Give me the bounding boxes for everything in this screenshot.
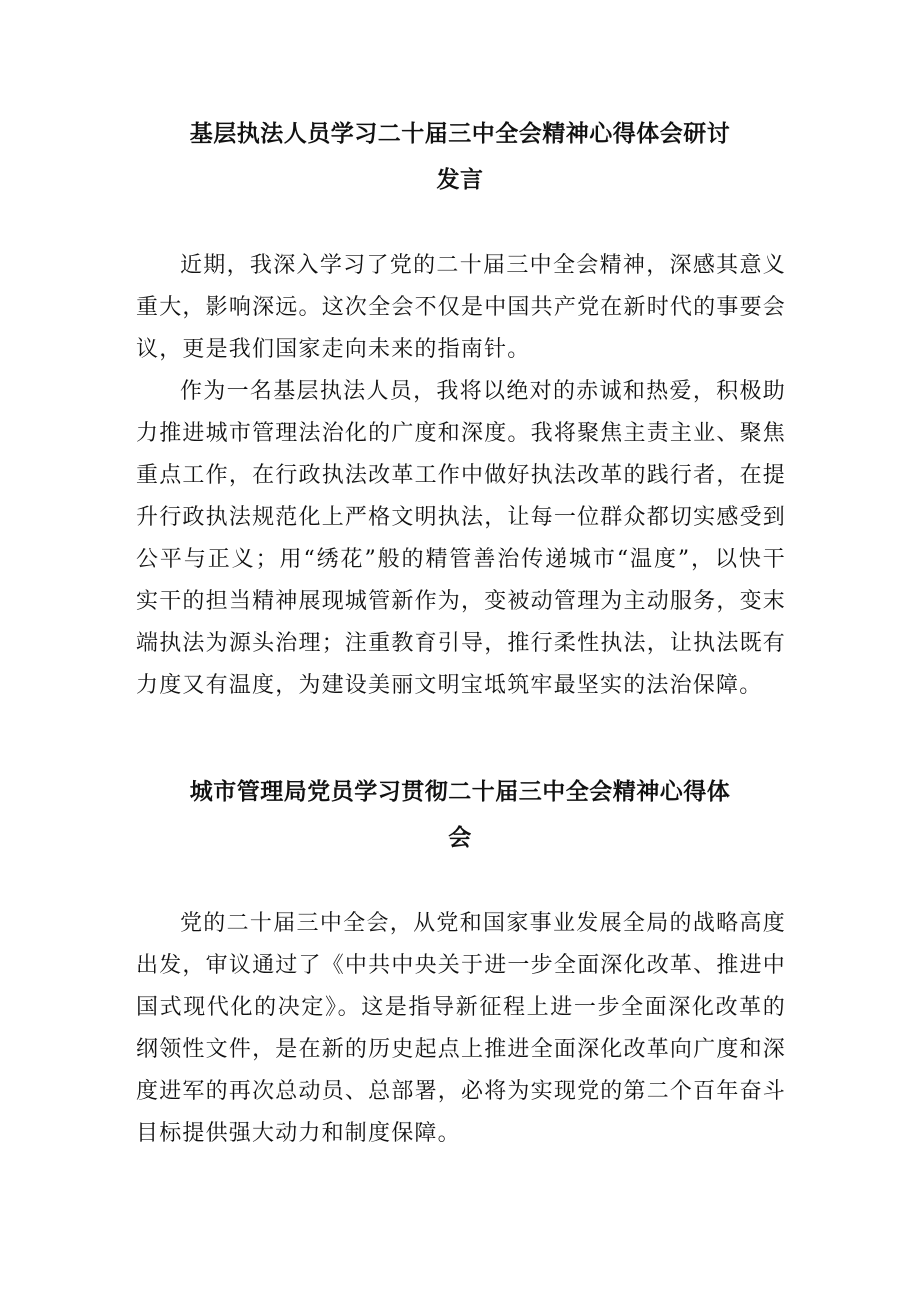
section2-title-line1: 城市管理局党员学习贯彻二十届三中全会精神心得体 xyxy=(189,779,731,805)
section1-paragraph-2: 作为一名基层执法人员，我将以绝对的赤诚和热爱，积极助力推进城市管理法治化的广度和深度。我将聚焦主责主业、聚焦重点工作，在行政执法改革工作中做好执法改革的践行者，在提升行政执法规范化上严格文明执法，让每一位群众都切实感受到公平与正义；用“绣花”般的精管善治传递城市“温度”，以快干实干的担当精神展现城管新作为，变被动管理为主动服务，变末端执法为源头治理；注重教育引导，推行柔性执法，让执法既有力度又有温度，为建设美丽文明宝坻筑牢最坚实的法治保障。 xyxy=(136,379,786,698)
section2-title xyxy=(0,769,920,861)
section2-title-line2: 会 xyxy=(448,825,472,851)
section1-title-line2: 发言 xyxy=(436,167,484,193)
section1-title-line1: 基层执法人员学习二十届三中全会精神心得体会研讨 xyxy=(189,121,731,147)
section2-paragraph-1: 党的二十届三中全会，从党和国家事业发展全局的战略高度出发，审议通过了《中共中央关于进一步全面深化改革、推进中国式现代化的决定》。这是指导新征程上进一步全面深化改革的纲领性文件，是在新的历史起点上推进全面深化改革向广度和深度进军的再次总动员、总部署，必将为实现党的第二个百年奋斗目标提供强大动力和制度保障。 xyxy=(136,911,786,1146)
section1-title xyxy=(0,111,920,203)
section1-paragraph-1: 近期，我深入学习了党的二十届三中全会精神，深感其意义重大，影响深远。这次全会不仅是中国共产党在新时代的事要会议，更是我们国家走向未来的指南针。 xyxy=(136,253,786,362)
